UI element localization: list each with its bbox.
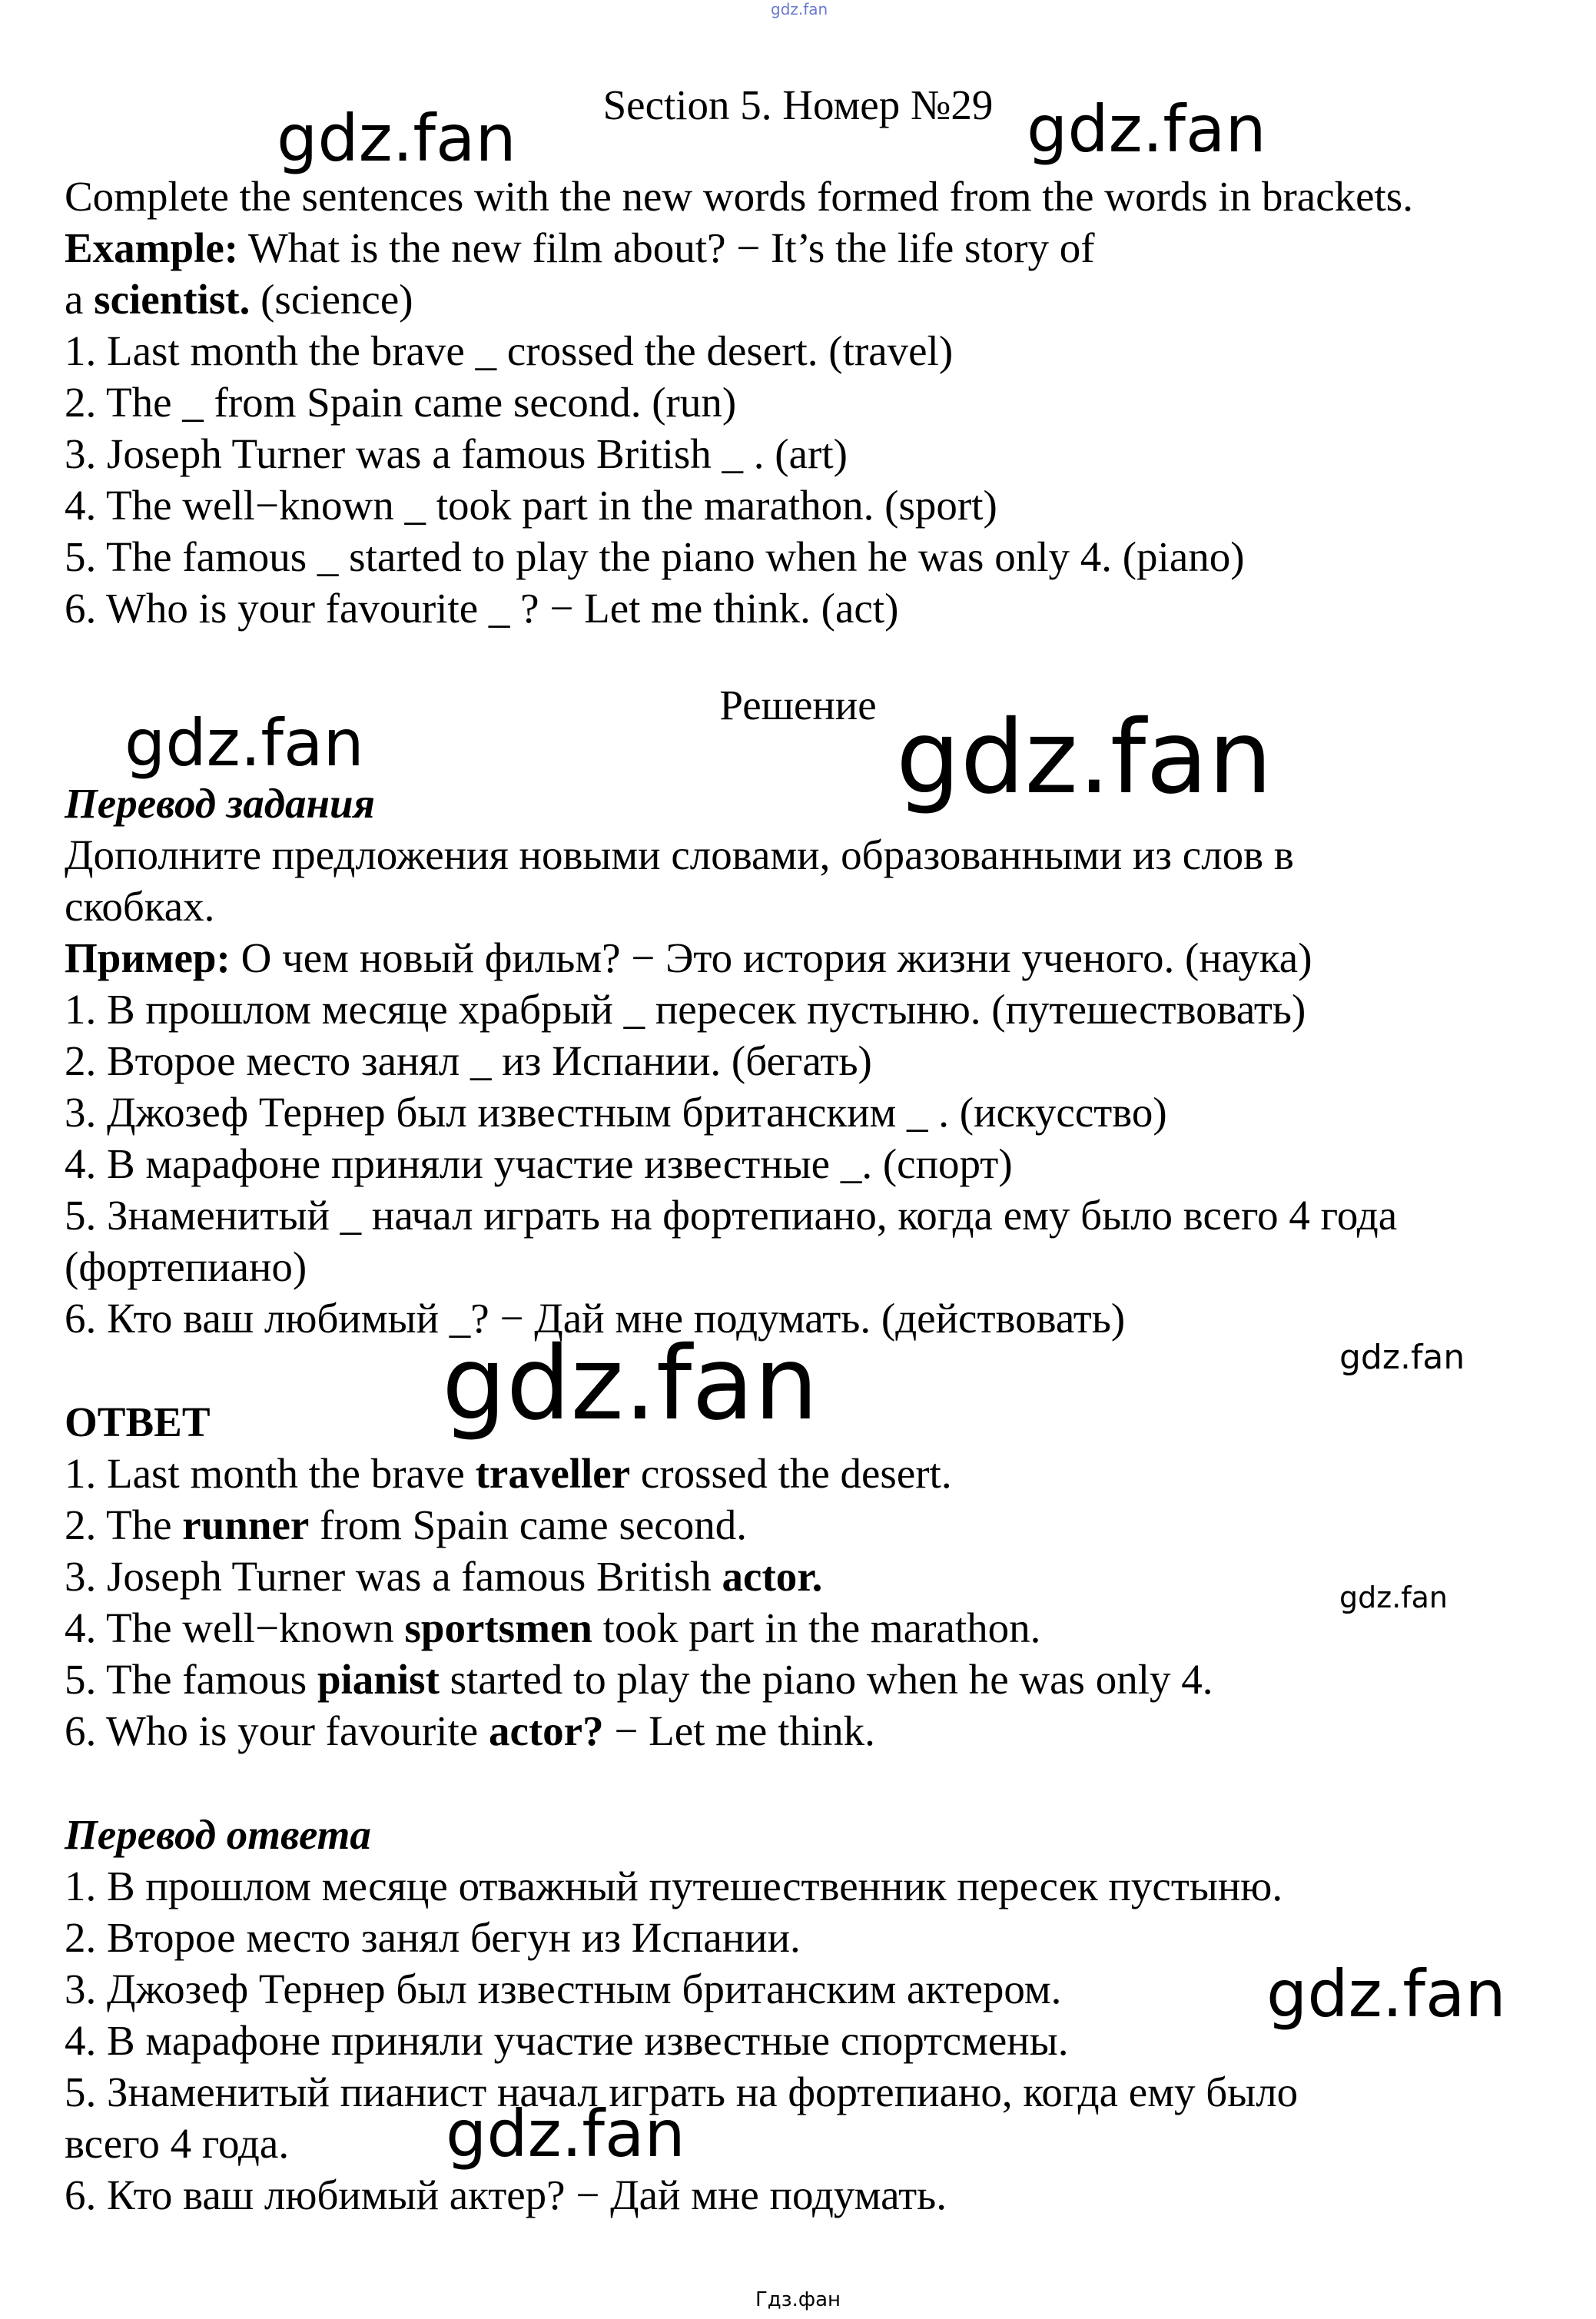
translation-answer-heading: Перевод ответа [65,1811,371,1858]
translation-answer-item: всего 4 года. [65,2120,290,2167]
answer-word: traveller [475,1450,631,1497]
watermark-top: gdz.fan [771,0,828,18]
answer-item [65,1551,822,1602]
task-instruction: Complete the sentences with the new words formed from the words in brackets. [65,173,1413,220]
translation-answer-item: 6. Кто ваш любимый актер? − Дай мне подумать. [65,2171,947,2218]
watermark: gdz.fan [1027,91,1266,167]
task-item: 1. Last month the brave _ crossed the desert. (travel) [65,327,954,374]
translation-instruction: скобках. [65,883,215,930]
solution-label: Решение [719,682,877,728]
answer-item [65,1654,1213,1705]
task-example-line [65,222,1095,274]
example-label: Example: [65,224,239,271]
answer-heading: ОТВЕТ [65,1398,211,1445]
translation-item: 6. Кто ваш любимый _? − Дай мне подумать. (действовать) [65,1295,1126,1342]
translation-answer-item: 1. В прошлом месяце отважный путешественник пересек пустыню. [65,1863,1283,1909]
translation-item: 4. В марафоне приняли участие известные _. (спорт) [65,1140,1013,1187]
footer-text: Гдз.фан [755,2288,841,2311]
answer-item [65,1602,1040,1654]
translation-example [65,932,1312,984]
answer-word: sportsmen [404,1604,592,1651]
task-item: 2. The _ from Spain came second. (run) [65,379,737,426]
answer-item [65,1499,747,1551]
answer-text: 3. Joseph Turner was a famous British [65,1553,722,1600]
answer-item [65,1705,875,1757]
answer-text: 6. Who is your favourite [65,1707,489,1754]
answer-item [65,1448,952,1499]
translation-answer-item: 5. Знаменитый пианист начал играть на фортепиано, когда ему было [65,2069,1299,2115]
task-example-line [65,274,413,325]
task-item: 3. Joseph Turner was a famous British _ . (art) [65,430,848,477]
answer-word: runner [182,1501,310,1548]
answer-word: actor? [488,1707,604,1754]
example-word: scientist. [94,276,251,323]
watermark: gdz.fan [277,101,516,176]
translation-item: 5. Знаменитый _ начал играть на фортепиано, когда ему было всего 4 года [65,1192,1398,1239]
watermark: gdz.fan [1339,1581,1448,1614]
watermark: gdz.fan [124,705,364,781]
translation-example-label: Пример: [65,934,231,981]
answer-text: from Spain came second. [309,1501,747,1548]
watermark: gdz.fan [896,698,1272,817]
example-prefix: a [65,276,95,323]
answer-text: − Let me think. [603,1707,875,1754]
translation-item: 3. Джозеф Тернер был известным британским _ . (искусство) [65,1089,1167,1136]
translation-item: (фортепиано) [65,1243,307,1290]
task-item: 6. Who is your favourite _ ? − Let me think. (act) [65,585,899,632]
example-text: What is the new film about? − It’s the life story of [238,224,1095,271]
answer-text: took part in the marathon. [592,1604,1041,1651]
translation-item: 1. В прошлом месяце храбрый _ пересек пустыню. (путешествовать) [65,986,1306,1033]
answer-text: started to play the piano when he was only 4. [439,1656,1213,1703]
answer-text: crossed the desert. [630,1450,952,1497]
example-hint: (science) [250,276,413,323]
translation-instruction: Дополните предложения новыми словами, образованными из слов в [65,831,1294,878]
answer-word: pianist [317,1656,440,1703]
task-item: 5. The famous _ started to play the piano when he was only 4. (piano) [65,533,1245,580]
answer-text: 1. Last month the brave [65,1450,476,1497]
watermark: gdz.fan [1339,1338,1465,1377]
watermark: gdz.fan [446,2096,685,2171]
watermark: gdz.fan [442,1325,818,1443]
translation-answer-item: 2. Второе место занял бегун из Испании. [65,1914,801,1961]
watermark: gdz.fan [1266,1956,1506,2032]
answer-text: 5. The famous [65,1656,317,1703]
translation-answer-item: 3. Джозеф Тернер был известным британским актером. [65,1966,1062,2012]
answer-word: actor. [722,1553,823,1600]
answer-text: 4. The well−known [65,1604,405,1651]
translation-answer-item: 4. В марафоне приняли участие известные спортсмены. [65,2017,1069,2064]
answer-text: 2. The [65,1501,183,1548]
page-title: Section 5. Номер №29 [602,81,994,128]
translation-task-heading: Перевод задания [65,780,375,827]
translation-example-text: О чем новый фильм? − Это история жизни ученого. (наука) [230,934,1312,981]
translation-item: 2. Второе место занял _ из Испании. (бегать) [65,1037,872,1084]
task-item: 4. The well−known _ took part in the marathon. (sport) [65,482,997,529]
